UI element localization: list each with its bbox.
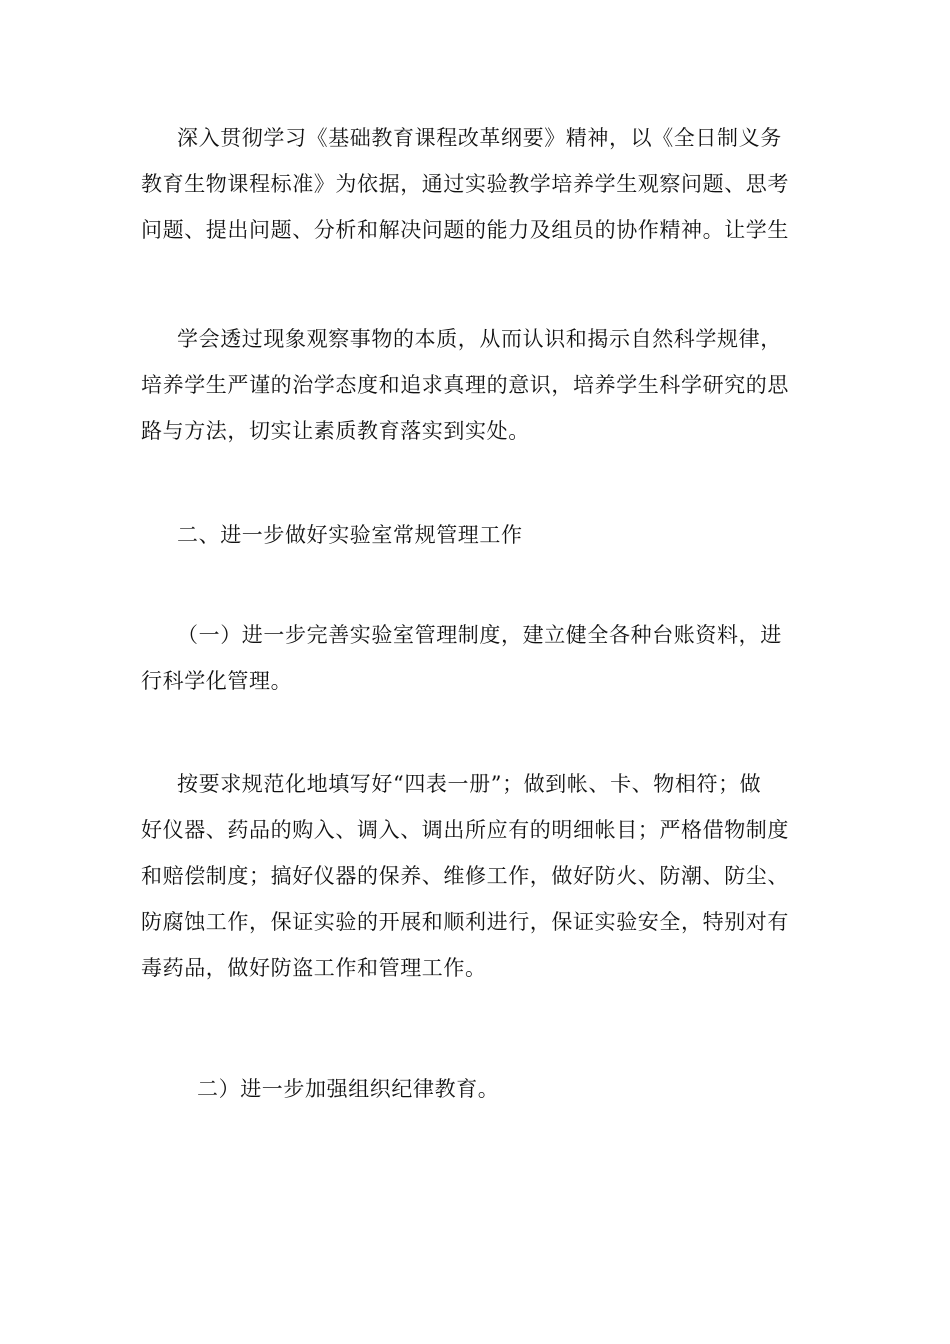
text-line: 培养学生严谨的治学态度和追求真理的意识，培养学生科学研究的思 — [141, 373, 789, 397]
text-line: 学会透过现象观察事物的本质，从而认识和揭示自然科学规律， — [177, 327, 782, 351]
text-line: 毒药品，做好防盗工作和管理工作。 — [141, 956, 487, 980]
subsection-management-system — [141, 612, 813, 704]
paragraph-guiding-principle — [141, 115, 813, 253]
text-line: 路与方法，切实让素质教育落实到实处。 — [141, 419, 530, 443]
subsection-discipline-education — [141, 1066, 813, 1112]
text-line: 和赔偿制度；搞好仪器的保养、维修工作，做好防火、防潮、防尘、 — [141, 864, 789, 888]
text-line: 好仪器、药品的购入、调入、调出所应有的明细帐目；严格借物制度 — [141, 818, 789, 842]
subsection-heading: 二）进一步加强组织纪律教育。 — [197, 1077, 500, 1101]
section-heading-lab-management — [141, 512, 813, 558]
text-line: （一）进一步完善实验室管理制度，建立健全各种台账资料，进 — [177, 623, 782, 647]
text-line: 教育生物课程标准》为依据，通过实验教学培养学生观察问题、思考 — [141, 172, 789, 196]
paragraph-science-method — [141, 316, 813, 454]
section-heading: 二、进一步做好实验室常规管理工作 — [177, 523, 523, 547]
text-line: 问题、提出问题、分析和解决问题的能力及组员的协作精神。让学生 — [141, 218, 789, 242]
text-line: 深入贯彻学习《基础教育课程改革纲要》精神，以《全日制义务 — [177, 126, 782, 150]
text-line: 行科学化管理。 — [141, 669, 293, 693]
text-line: 按要求规范化地填写好“四表一册”；做到帐、卡、物相符；做 — [177, 772, 762, 796]
paragraph-records-safety — [141, 761, 813, 991]
text-line: 防腐蚀工作，保证实验的开展和顺利进行，保证实验安全，特别对有 — [141, 910, 789, 934]
